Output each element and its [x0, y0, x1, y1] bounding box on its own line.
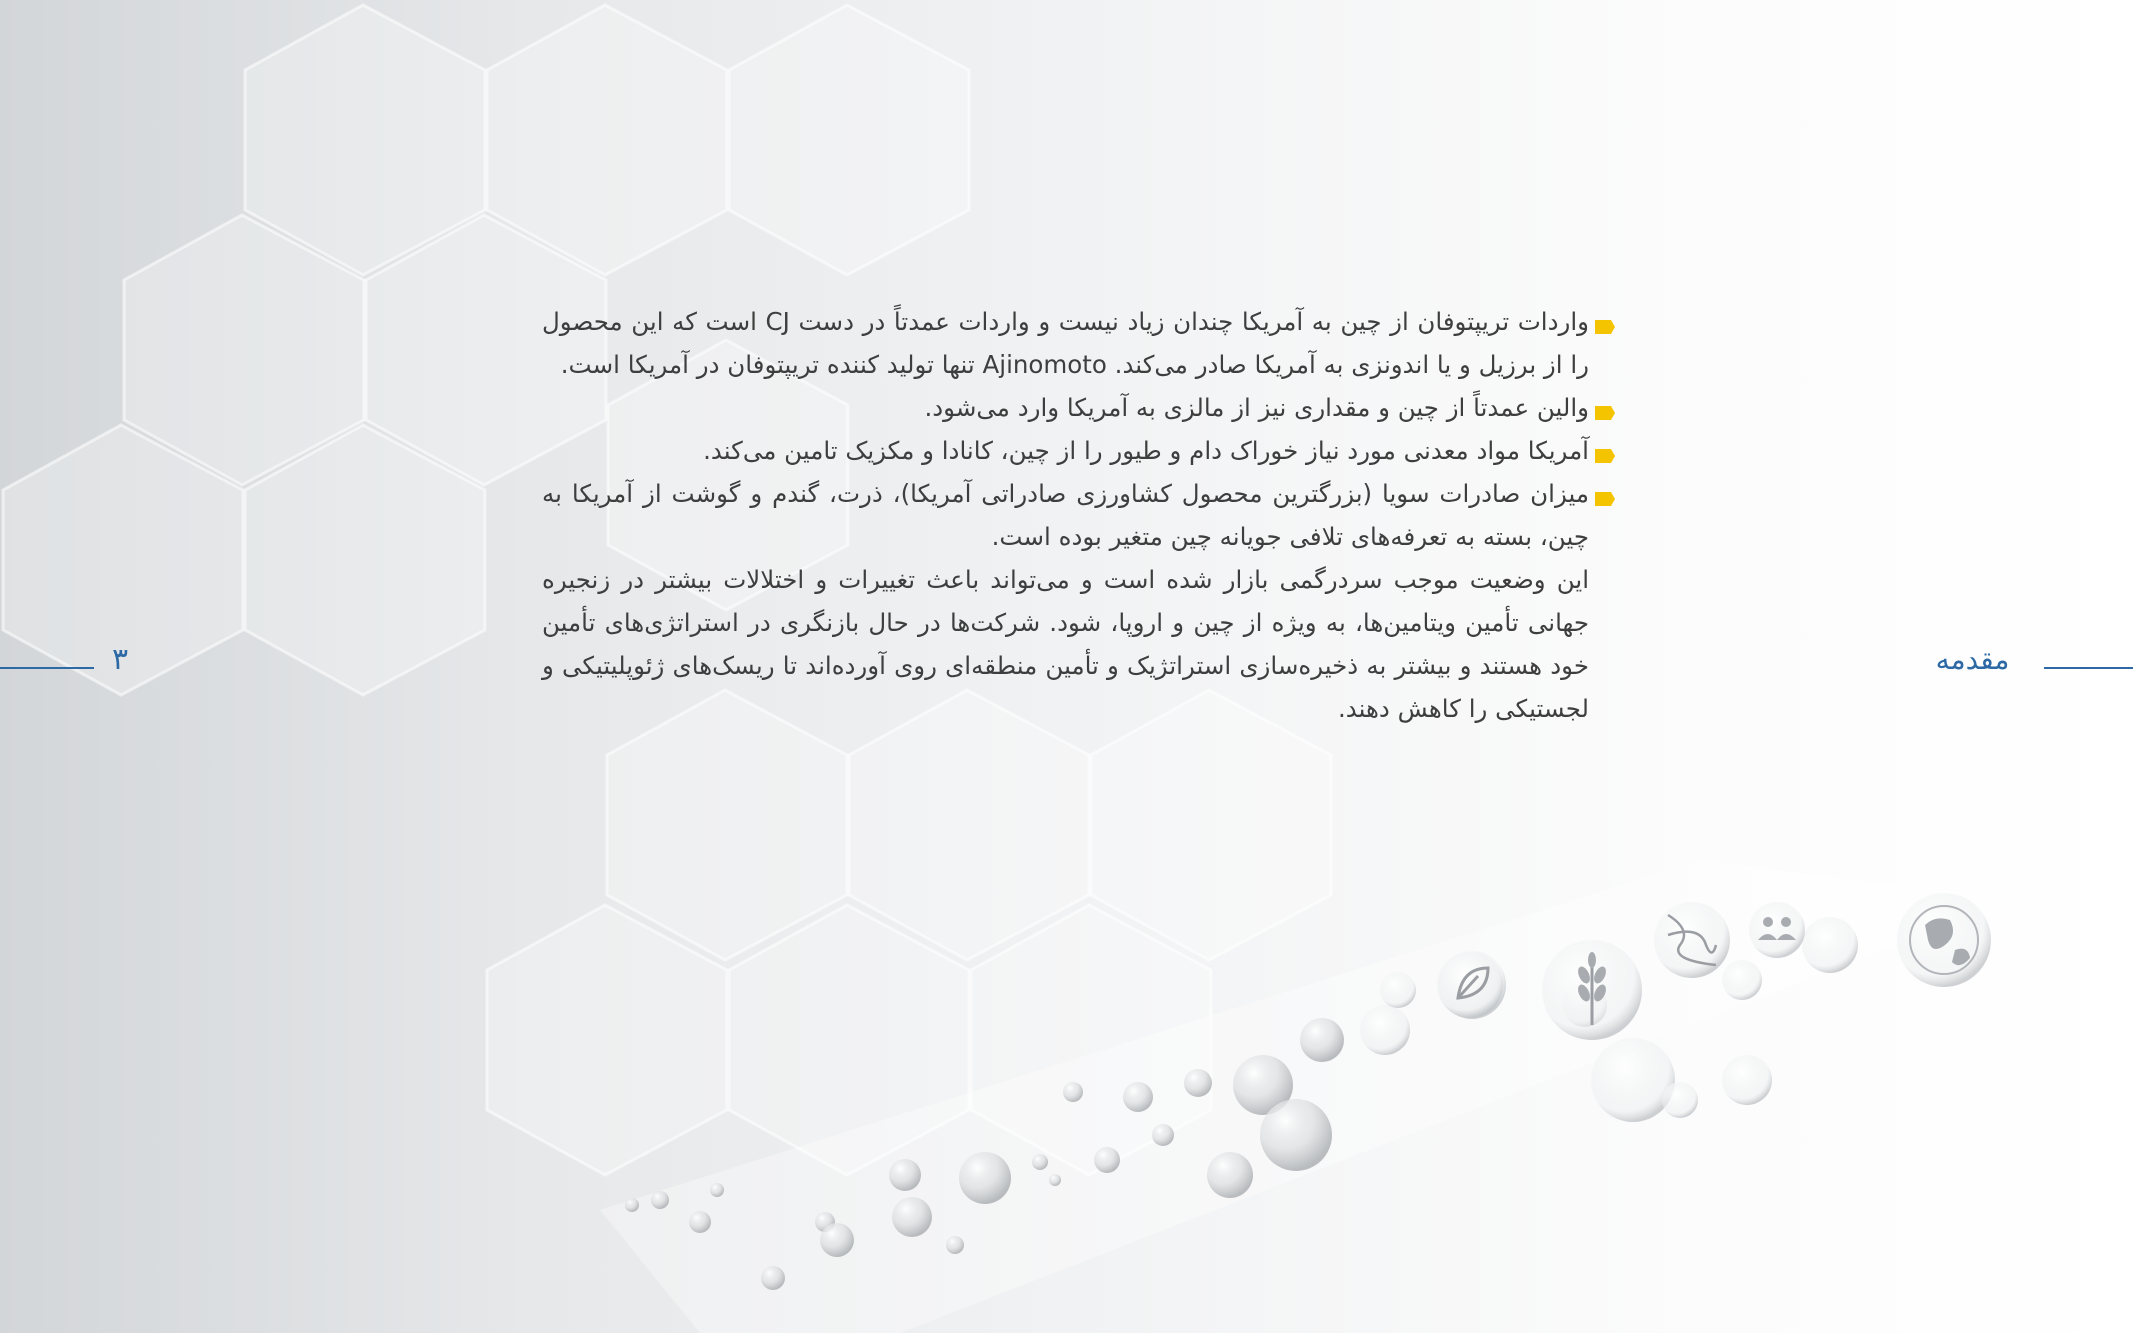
bullet-marker-icon: [1595, 406, 1615, 420]
bullet-text: واردات تریپتوفان از چین به آمریکا چندان زیاد نیست و واردات عمدتاً در دست CJ است که این محصول را از برزیل و یا اندونزی به آمریکا صادر می‌کند. Ajinomoto تنها تولید کننده تریپتوفان در آمریکا است.: [542, 307, 1589, 379]
bullet-marker-icon: [1595, 449, 1615, 463]
leaf-icon: [1438, 951, 1506, 1019]
bullet-item: [542, 300, 1589, 386]
section-title: مقدمه: [1935, 643, 2010, 676]
left-margin-rule: [0, 667, 94, 669]
bullet-text: والین عمدتاً از چین و مقداری نیز از مالزی به آمریکا وارد می‌شود.: [924, 393, 1589, 422]
bullet-item: [542, 472, 1589, 558]
bullet-item: [542, 386, 1589, 429]
bullet-text: میزان صادرات سویا (بزرگترین محصول کشاورزی صادراتی آمریکا)، ذرت، گندم و گوشت از آمریکا به چین، بسته به تعرفه‌های تلافی جویانه چین متغیر بوده است.: [542, 479, 1589, 551]
body-paragraph: این وضعیت موجب سردرگمی بازار شده است و می‌تواند باعث تغییرات و اختلالات بیشتر در زنجیره جهانی تأمین ویتامین‌ها، به ویژه از چین و اروپا، شود. شرکت‌ها در حال بازنگری در استراتژی‌های تأمین خود هستند و بیشتر به ذخیره‌سازی استراتژیک و تأمین منطقه‌ای روی آورده‌اند تا ریسک‌های ژئوپلیتیکی و لجستیکی را کاهش دهند.: [542, 565, 1589, 723]
bullet-marker-icon: [1595, 492, 1615, 506]
bullet-item: [542, 429, 1589, 472]
bullet-text: آمریکا مواد معدنی مورد نیاز خوراک دام و طیور را از چین، کانادا و مکزیک تامین می‌کند.: [703, 436, 1589, 465]
dna-icon: [1654, 902, 1730, 978]
right-margin-rule: [2044, 667, 2133, 669]
globe-icon: [1897, 893, 1991, 987]
wheat-icon: [1542, 940, 1642, 1040]
bullet-marker-icon: [1595, 320, 1615, 334]
body-content: [542, 300, 1589, 730]
page-number: ۳: [111, 642, 129, 677]
people-icon: [1749, 902, 1805, 958]
